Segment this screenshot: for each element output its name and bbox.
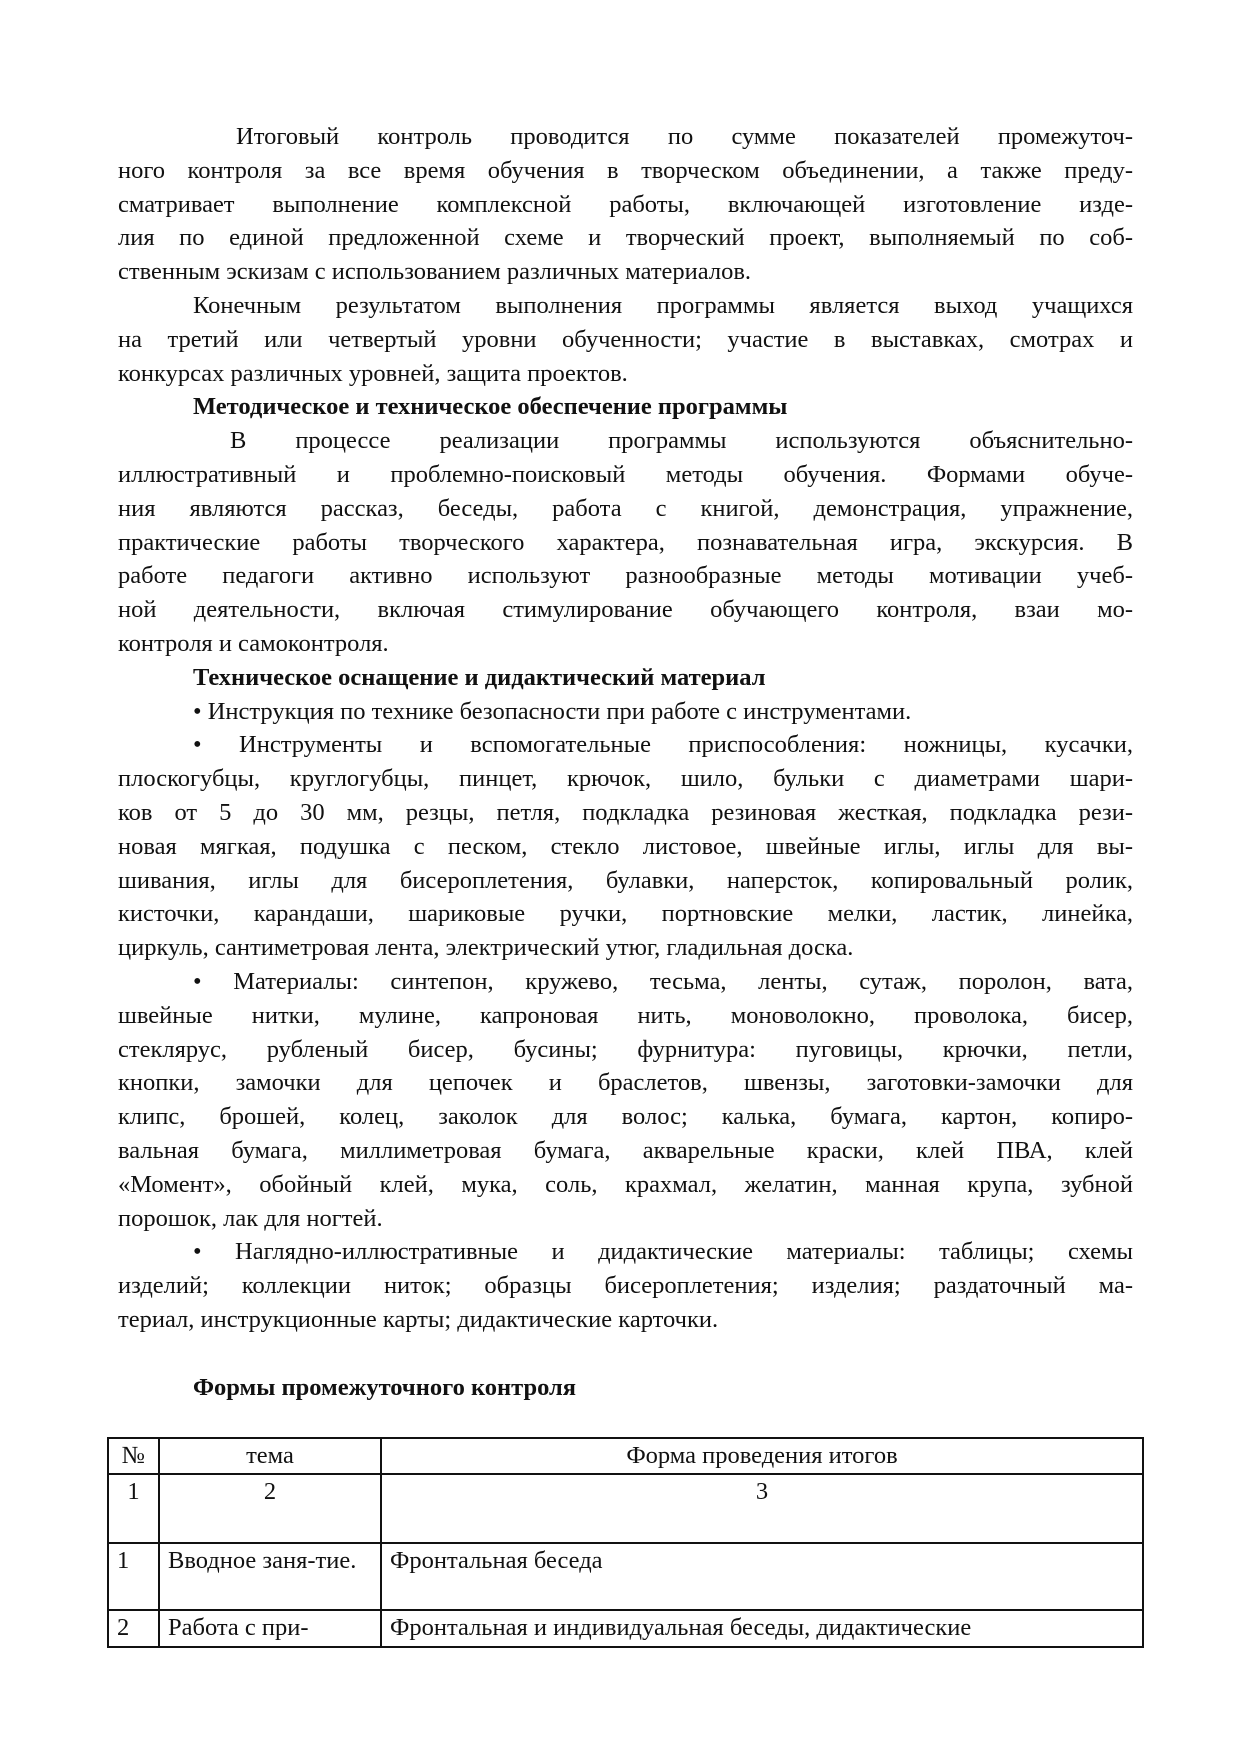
table-row [108,1543,1143,1610]
text-line: Конечным результатом выполнения программы является выход учащихся [193,292,1133,319]
table-cell: Фронтальная беседа [381,1543,1143,1610]
table-row [108,1610,1143,1647]
text-line: сматривает выполнение комплексной работы, включающей изготовление изде- [118,190,1133,218]
table-cell: 3 [381,1474,1143,1543]
text-line: циркуль, сантиметровая лента, электрический утюг, гладильная доска. [118,934,854,962]
header-number: № [108,1438,159,1474]
section-heading: Методическое и техническое обеспечение программы [193,393,788,421]
text-line: шивания, иглы для бисероплетения, булавки, наперсток, копировальный ролик, [118,866,1133,894]
text-line: ного контроля за все время обучения в творческом объединении, а также преду- [118,156,1133,184]
text-line: лия по единой предложенной схеме и творческий проект, выполняемый по соб- [118,224,1133,252]
table-cell: Вводное заня-тие. [159,1543,381,1610]
text-line: порошок, лак для ногтей. [118,1204,383,1232]
text-line: стеклярус, рубленый бисер, бусины; фурнитура: пуговицы, крючки, петли, [118,1035,1133,1063]
text-line: конкурсах различных уровней, защита проектов. [118,359,628,387]
table-cell: Работа с при- [159,1610,381,1647]
section-heading: Формы промежуточного контроля [193,1373,577,1401]
text-line: • Инструкция по технике безопасности при работе с инструментами. [193,697,912,725]
text-line: ственным эскизам с использованием различных материалов. [118,258,752,286]
text-line: В процессе реализации программы используются объяснительно- [230,427,1133,455]
text-line: • Наглядно-иллюстративные и дидактические материалы: таблицы; схемы [193,1238,1133,1266]
table-cell: 2 [159,1474,381,1543]
text-line: териал, инструкционные карты; дидактические карточки. [118,1306,719,1333]
text-line: новая мягкая, подушка с песком, стекло листовое, швейные иглы, иглы для вы- [118,832,1133,860]
text-line: Итоговый контроль проводится по сумме показателей промежуточ- [236,123,1133,150]
table-cell: 2 [108,1610,159,1647]
text-line: «Момент», обойный клей, мука, соль, крахмал, желатин, манная крупа, зубной [118,1170,1133,1198]
text-line: работе педагоги активно используют разнообразные методы мотивации учеб- [118,562,1133,590]
text-line: ния являются рассказ, беседы, работа с книгой, демонстрация, упражнение, [118,494,1133,522]
table-cell: Фронтальная и индивидуальная беседы, дидактические [381,1610,1143,1647]
text-line: контроля и самоконтроля. [118,630,389,657]
text-line: • Материалы: синтепон, кружево, тесьма, ленты, сутаж, поролон, вата, [193,968,1133,995]
text-line: практические работы творческого характера, познавательная игра, экскурсия. В [118,528,1133,556]
text-line: изделий; коллекции ниток; образцы бисероплетения; изделия; раздаточный ма- [118,1272,1133,1300]
table-cell: 1 [108,1474,159,1543]
table-cell: 1 [108,1543,159,1610]
text-line: • Инструменты и вспомогательные приспособления: ножницы, кусачки, [193,731,1133,759]
text-line: кнопки, замочки для цепочек и браслетов, швензы, заготовки-замочки для [118,1069,1133,1097]
text-line: иллюстративный и проблемно-поисковый методы обучения. Формами обуче- [118,461,1133,488]
control-forms-table [107,1437,1144,1648]
text-line: плоскогубцы, круглогубцы, пинцет, крючок, шило, бульки с диаметрами шари- [118,765,1133,793]
text-line: ной деятельности, включая стимулирование обучающего контроля, взаи мо- [118,596,1133,624]
header-form: Форма проведения итогов [381,1438,1143,1474]
text-line: ков от 5 до 30 мм, резцы, петля, подкладка резиновая жесткая, подкладка рези- [118,799,1133,826]
header-topic: тема [159,1438,381,1474]
text-line: клипс, брошей, колец, заколок для волос; калька, бумага, картон, копиро- [118,1103,1133,1131]
section-heading: Техническое оснащение и дидактический материал [193,663,766,691]
text-line: на третий или четвертый уровни обученности; участие в выставках, смотрах и [118,325,1133,353]
text-line: швейные нитки, мулине, капроновая нить, моноволокно, проволока, бисер, [118,1001,1133,1029]
table-numbering-row [108,1474,1143,1543]
table-header-row [108,1438,1143,1474]
text-line: вальная бумага, миллиметровая бумага, акварельные краски, клей ПВА, клей [118,1137,1133,1164]
text-line: кисточки, карандаши, шариковые ручки, портновские мелки, ластик, линейка, [118,900,1133,928]
